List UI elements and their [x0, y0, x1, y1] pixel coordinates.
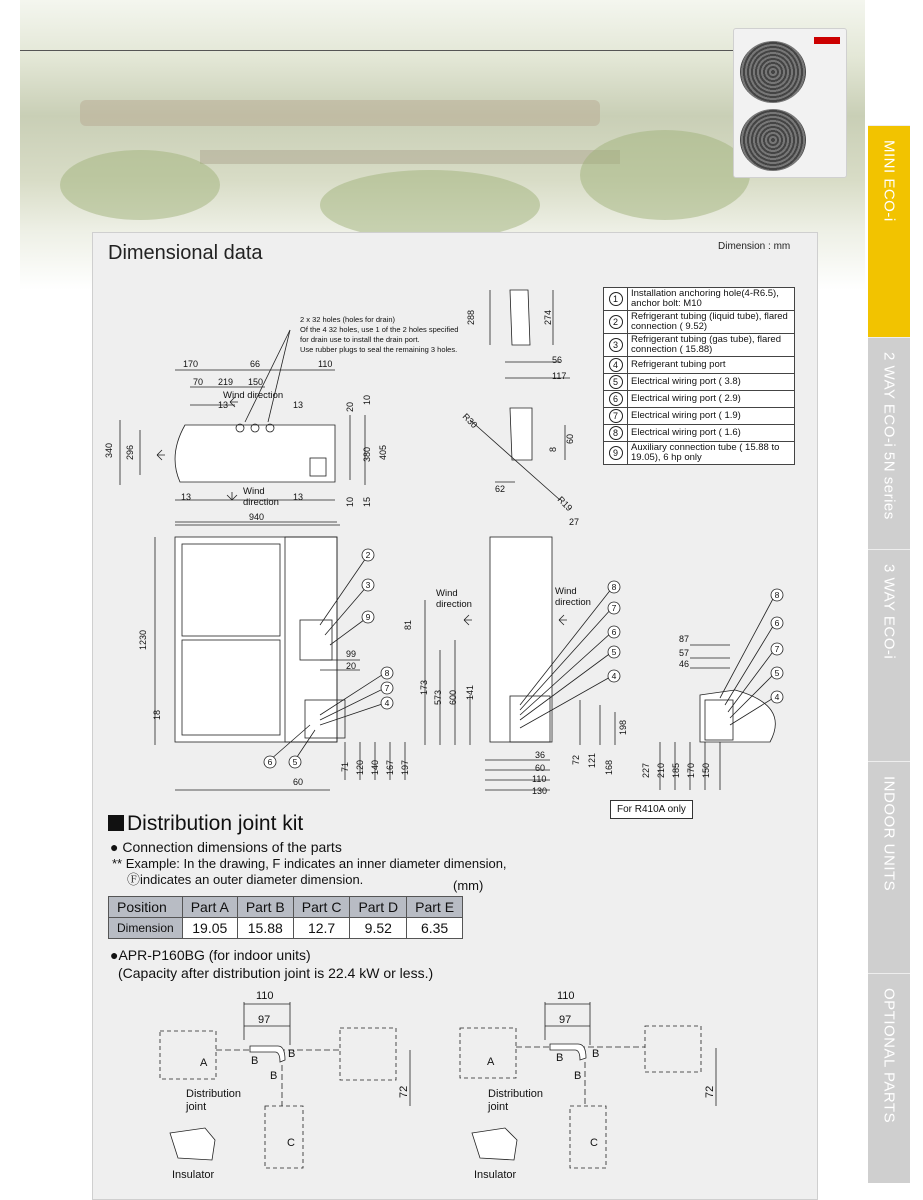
dim-label: 72 — [398, 1085, 410, 1098]
legend-text: Auxiliary connection tube ( 15.88 to 19.05), 6 hp only — [628, 441, 795, 464]
side-view-outline — [490, 537, 552, 742]
dim-label: 227 — [641, 762, 651, 778]
distribution-title — [108, 812, 303, 836]
dim-label: 10 — [362, 394, 372, 405]
legend-row — [604, 356, 795, 373]
model-name: ●APR-P160BG (for indoor units) — [110, 947, 311, 963]
dim-label: 20 — [345, 401, 355, 412]
callout-icon: 1 — [609, 292, 623, 306]
dim-label: 288 — [466, 309, 476, 325]
callout-number: 8 — [611, 582, 617, 592]
callout-number: 9 — [365, 612, 371, 622]
part-a-label: A — [200, 1057, 208, 1069]
callout-icon: 5 — [609, 375, 623, 389]
dim-label: 170 — [183, 359, 199, 369]
dim-label: 405 — [378, 444, 388, 460]
table-header: Part D — [350, 897, 407, 918]
legend-text: Electrical wiring port ( 1.6) — [628, 424, 795, 441]
legend-row — [604, 310, 795, 333]
diameter-note — [112, 856, 507, 888]
tab-label: MINI ECO-i — [880, 140, 898, 222]
dim-label: 173 — [419, 679, 429, 695]
callout-number: 4 — [611, 671, 617, 681]
dim-label: 71 — [340, 761, 350, 772]
dim-label: 120 — [355, 759, 365, 775]
callout-number: 4 — [774, 692, 780, 702]
drain-note: Of the 4 32 holes, use 1 of the 2 holes specified — [300, 325, 459, 334]
dim-label: 150 — [248, 377, 264, 387]
top-view-outline — [175, 425, 335, 482]
dim-label: 70 — [193, 377, 204, 387]
callout-number: 5 — [611, 647, 617, 657]
dim-label: 62 — [495, 484, 506, 494]
dim-label: 60 — [565, 433, 575, 444]
table-header: Position — [109, 897, 183, 918]
table-cell: 19.05 — [182, 918, 237, 939]
legend-text: Electrical wiring port ( 1.9) — [628, 407, 795, 424]
legend-text: Refrigerant tubing port — [628, 356, 795, 373]
callout-number: 8 — [774, 590, 780, 600]
tab-label: OPTIONAL PARTS — [880, 988, 898, 1124]
dim-label: 1230 — [138, 629, 148, 650]
callout-icon: 7 — [609, 409, 623, 423]
dim-label: 60 — [293, 777, 304, 787]
legend-row — [604, 441, 795, 464]
joint-label: Distribution — [488, 1088, 544, 1100]
dim-label: 72 — [571, 754, 581, 765]
dim-label: 13 — [293, 492, 304, 502]
dim-label: 81 — [403, 619, 413, 630]
distribution-subtitle: ● Connection dimensions of the parts — [110, 839, 342, 855]
direction-label: direction — [243, 497, 279, 508]
table-row-label: Dimension — [109, 918, 183, 939]
legend-row — [604, 333, 795, 356]
dim-label: 46 — [679, 659, 690, 669]
table-row — [109, 918, 463, 939]
callout-icon: 9 — [609, 446, 623, 460]
dim-label: 97 — [559, 1014, 572, 1026]
callout-icon: 2 — [609, 315, 623, 329]
callout-number: 7 — [384, 683, 390, 693]
callout-icon: 8 — [609, 426, 623, 440]
dim-label: 168 — [604, 759, 614, 775]
part-a-label: A — [487, 1056, 495, 1068]
part-c-label: C — [590, 1137, 598, 1149]
part-b-label: B — [556, 1052, 564, 1064]
legend-row — [604, 424, 795, 441]
dim-label: 110 — [256, 990, 274, 1002]
dim-label: 296 — [125, 444, 135, 460]
dim-label: 110 — [318, 359, 333, 369]
dim-label: R19 — [555, 494, 575, 514]
insulator-label: Insulator — [474, 1169, 517, 1181]
table-cell: 15.88 — [237, 918, 293, 939]
side-top-outline-2 — [510, 408, 532, 460]
wind-direction-label: Wind direction — [223, 390, 284, 401]
dim-label: 13 — [218, 400, 229, 410]
capacity-note: (Capacity after distribution joint is 22.4 kW or less.) — [118, 965, 434, 981]
model-note — [110, 946, 433, 982]
distribution-subtitle-text: Connection dimensions of the parts — [122, 839, 342, 855]
joint-label: Distribution — [186, 1088, 242, 1100]
dim-label: 121 — [587, 752, 597, 768]
tab-label: 3 WAY ECO-i — [880, 564, 898, 660]
legend-text: Installation anchoring hole(4-R6.5), anchor bolt: M10 — [628, 288, 795, 311]
dim-label: 117 — [552, 371, 567, 381]
insulator-label: Insulator — [172, 1169, 215, 1181]
wind-label: Wind — [436, 588, 458, 599]
table-header: Part C — [293, 897, 350, 918]
wind-label: Wind — [243, 486, 265, 497]
table-header: Part E — [407, 897, 463, 918]
table-cell: 6.35 — [407, 918, 463, 939]
part-b-label: B — [251, 1055, 259, 1067]
joint-label: joint — [488, 1101, 509, 1113]
callout-icon: 4 — [609, 358, 623, 372]
front-view-outline — [175, 537, 337, 742]
legend-row — [604, 373, 795, 390]
tab-label: INDOOR UNITS — [880, 776, 898, 892]
drain-note: 2 x 32 holes (holes for drain) — [300, 315, 396, 324]
side-top-outline — [510, 290, 530, 345]
table-cell: 9.52 — [350, 918, 407, 939]
dim-label: 10 — [345, 496, 355, 507]
dim-label: 167 — [385, 759, 395, 775]
parts-legend — [603, 287, 795, 465]
dim-label: 97 — [258, 1014, 271, 1026]
part-b-label: B — [288, 1048, 296, 1060]
dimension-unit-note: Dimension : mm — [718, 241, 791, 252]
dim-label: 170 — [686, 762, 696, 778]
legend-text: Electrical wiring port ( 2.9) — [628, 390, 795, 407]
dim-label: 36 — [535, 750, 546, 760]
part-b-label: B — [270, 1070, 278, 1082]
legend-row — [604, 407, 795, 424]
dim-label: 60 — [535, 763, 546, 773]
dim-label: 198 — [618, 719, 628, 735]
callout-icon: 6 — [609, 392, 623, 406]
callout-number: 3 — [365, 580, 371, 590]
dim-label: 18 — [152, 709, 162, 720]
dim-label: 210 — [656, 762, 666, 778]
dim-label: 573 — [433, 689, 443, 705]
dim-label: 380 — [362, 446, 372, 462]
table-header: Part B — [237, 897, 293, 918]
detail-view-outline — [700, 690, 775, 742]
unit-label: (mm) — [453, 878, 484, 893]
dim-label: 340 — [104, 442, 114, 458]
callout-number: 6 — [774, 618, 780, 628]
direction-label: direction — [555, 597, 591, 608]
table-header-row — [109, 897, 463, 918]
parts-dimension-table — [108, 896, 463, 939]
legend-row — [604, 288, 795, 311]
callout-number: 4 — [384, 698, 390, 708]
direction-label: direction — [436, 599, 472, 610]
callout-number: 7 — [611, 603, 617, 613]
dim-label: 219 — [218, 377, 234, 387]
joint-label: joint — [186, 1101, 207, 1113]
distribution-title-text: Distribution joint kit — [127, 812, 304, 835]
dim-label: 150 — [701, 762, 711, 778]
dim-label: 274 — [543, 309, 553, 325]
dim-label: 140 — [370, 759, 380, 775]
legend-text: Refrigerant tubing (gas tube), flared connection ( 15.88) — [628, 333, 795, 356]
dim-label: 600 — [448, 689, 458, 705]
table-cell: 12.7 — [293, 918, 350, 939]
table-header: Part A — [182, 897, 237, 918]
dim-label: 72 — [704, 1085, 716, 1098]
dim-label: 940 — [249, 512, 265, 522]
dim-label: 15 — [362, 496, 372, 507]
diameter-note-line: Ⓕindicates an outer diameter dimension. — [127, 872, 364, 887]
dim-label: 197 — [400, 759, 410, 775]
dim-label: 8 — [548, 446, 558, 452]
r410a-note: For R410A only — [610, 800, 693, 819]
callout-number: 6 — [267, 757, 273, 767]
callout-number: 2 — [365, 550, 371, 560]
dim-label: 87 — [679, 634, 690, 644]
dim-label: 13 — [293, 400, 304, 410]
dim-label: 141 — [465, 684, 475, 700]
part-b-label: B — [574, 1070, 582, 1082]
dim-label: 13 — [181, 492, 192, 502]
dim-label: 27 — [569, 517, 580, 527]
dim-label: 130 — [532, 786, 548, 796]
part-c-label: C — [287, 1137, 295, 1149]
dim-label: 185 — [671, 762, 681, 778]
dim-label: 20 — [346, 661, 357, 671]
dim-label: R30 — [460, 411, 480, 431]
dim-label: 99 — [346, 649, 357, 659]
legend-text: Electrical wiring port ( 3.8) — [628, 373, 795, 390]
diameter-note-line: ** Example: In the drawing, F indicates an inner diameter dimension, — [112, 856, 507, 871]
part-b-label: B — [592, 1048, 600, 1060]
callout-icon: 3 — [609, 338, 623, 352]
callout-number: 7 — [774, 644, 780, 654]
tab-label: 2 WAY ECO-i 5N series — [880, 352, 898, 520]
callout-number: 8 — [384, 668, 390, 678]
legend-row — [604, 390, 795, 407]
dim-label: 56 — [552, 355, 563, 365]
dim-label: 110 — [532, 774, 547, 784]
drain-note: Use rubber plugs to seal the remaining 3 holes. — [300, 345, 458, 354]
callout-number: 5 — [774, 668, 780, 678]
dim-label: 66 — [250, 359, 261, 369]
legend-text: Refrigerant tubing (liquid tube), flared connection ( 9.52) — [628, 310, 795, 333]
callout-number: 6 — [611, 627, 617, 637]
square-bullet-icon — [108, 815, 124, 831]
dim-label: 110 — [557, 990, 575, 1002]
callout-number: 5 — [292, 757, 298, 767]
dim-label: 57 — [679, 648, 690, 658]
wind-label: Wind — [555, 586, 577, 597]
section-title: Dimensional data — [108, 242, 263, 264]
drain-note: for drain use to install the drain port. — [300, 335, 420, 344]
